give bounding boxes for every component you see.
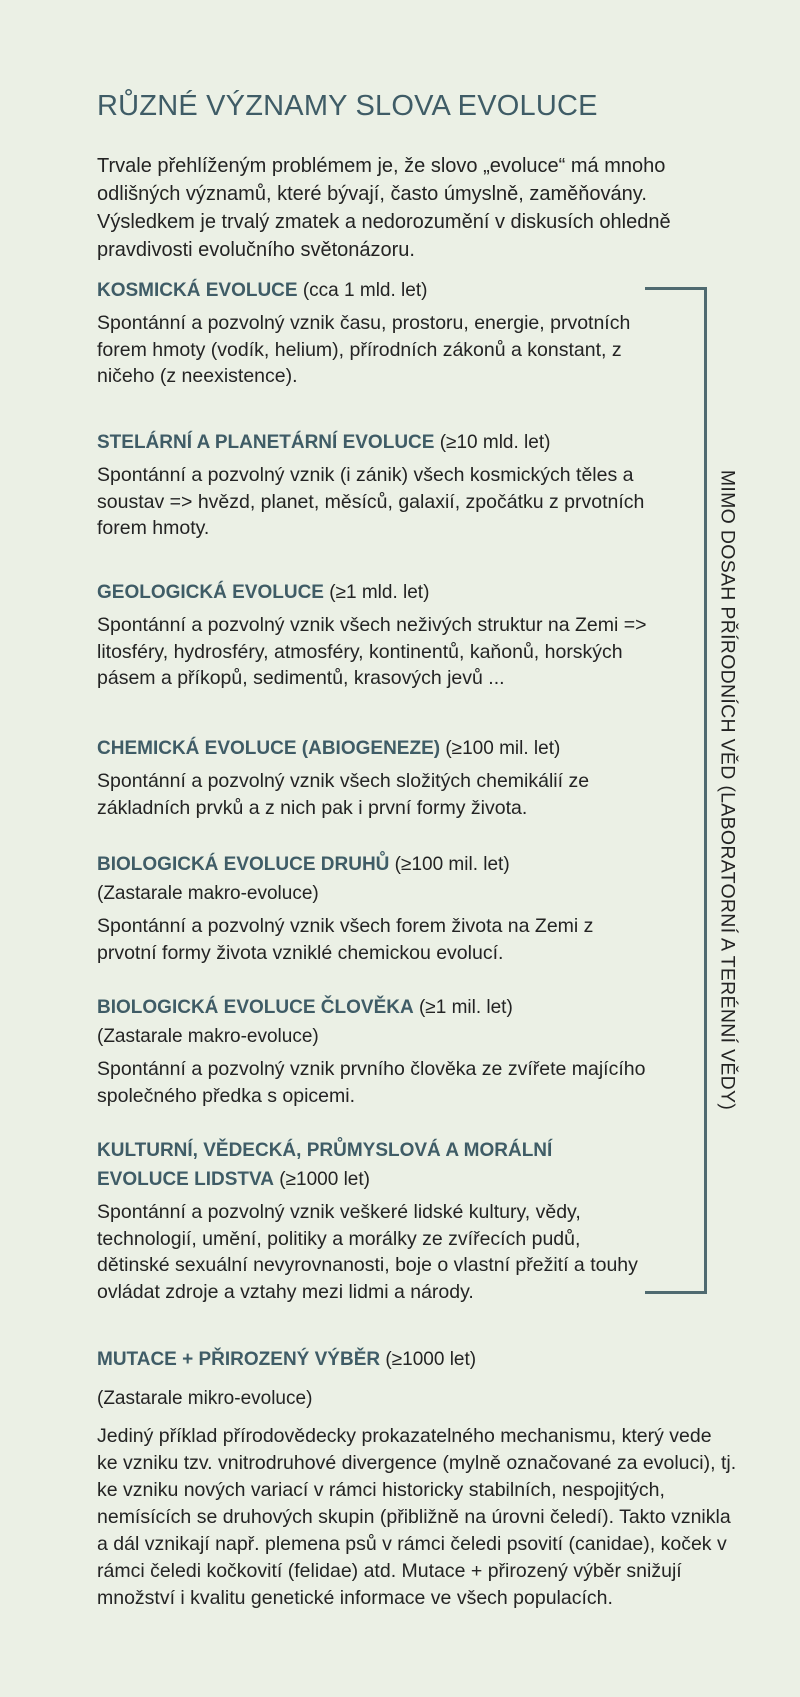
section-heading: MUTACE + PŘIROZENÝ VÝBĚR — [97, 1349, 381, 1370]
section-cultural-evolution — [97, 1136, 638, 1305]
section-species-evolution — [97, 850, 657, 966]
section-body: Spontánní a pozvolný vznik prvního člověka ze zvířete majícího společného předka s opicemi. — [97, 1058, 646, 1107]
section-heading: KULTURNÍ, VĚDECKÁ, PRŮMYSLOVÁ A MORÁLNÍ EVOLUCE LIDSTVA — [97, 1140, 553, 1190]
bracket-label: MIMO DOSAH PŘÍRODNÍCH VĚD (LABORATORNÍ A TERÉNNÍ VĚDY) — [716, 469, 739, 1111]
section-subtitle: (Zastarale makro-evoluce) — [97, 1026, 319, 1047]
section-body: Spontánní a pozvolný vznik všech forem života na Zemi z prvotní formy života vzniklé chemickou evolucí. — [97, 915, 594, 964]
section-heading: CHEMICKÁ EVOLUCE (ABIOGENEZE) — [97, 738, 441, 759]
section-cosmic-evolution — [97, 276, 657, 390]
section-time: (≥1000 let) — [274, 1169, 370, 1190]
section-time: (≥100 mil. let) — [440, 738, 561, 759]
section-time: (≥1 mil. let) — [413, 997, 513, 1018]
section-body: Jediný příklad přírodovědecky prokazatelného mechanismu, který vede ke vzniku tzv. vnitrodruhové divergence (mylně označované za evoluci), tj. ke vzniku nových variací v rámci historicky stabilních, nespojitých, nemísících se druhových skupin (přibližně na úrovni čeledí). Takto vznikla a dál vznikají např. plemena psů v rámci čeledi psovití (canidae), koček v rámci čeledi kočkovití (felidae) atd. Mutace + přirozený výběr snižují množství i kvalitu genetické informace ve všech populacích. — [97, 1425, 737, 1609]
section-time: (≥100 mil. let) — [389, 854, 510, 875]
section-mutation-selection — [97, 1345, 737, 1612]
section-body: Spontánní a pozvolný vznik všech neživých struktur na Zemi => litosféry, hydrosféry, atmosféry, kontinentů, kaňonů, horských pásem a příkopů, sedimentů, krasových jevů ... — [97, 614, 647, 689]
section-heading: GEOLOGICKÁ EVOLUCE — [97, 582, 324, 603]
section-heading: BIOLOGICKÁ EVOLUCE ČLOVĚKA — [97, 997, 414, 1018]
section-heading: STELÁRNÍ A PLANETÁRNÍ EVOLUCE — [97, 432, 435, 453]
section-subtitle: (Zastarale mikro-evoluce) — [97, 1388, 313, 1409]
section-body: Spontánní a pozvolný vznik (i zánik) všech kosmických těles a soustav => hvězd, planet, měsíců, galaxií, zpočátku z prvotních forem hmoty. — [97, 464, 645, 539]
section-subtitle: (Zastarale makro-evoluce) — [97, 883, 319, 904]
section-body: Spontánní a pozvolný vznik času, prostoru, energie, prvotních forem hmoty (vodík, helium), přírodních zákonů a konstant, z ničeho (z neexistence). — [97, 312, 631, 387]
bracket-divider — [645, 287, 707, 1294]
section-stellar-evolution — [97, 428, 657, 542]
section-body: Spontánní a pozvolný vznik veškeré lidské kultury, vědy, technologií, umění, politiky a morálky ze zvířecích pudů, dětinské sexuální nevyrovnanosti, boje o vlastní přežití a touhy ovládat zdroje a vztahy mezi lidmi a národy. — [97, 1201, 638, 1303]
section-body: Spontánní a pozvolný vznik všech složitých chemikálií ze základních prvků a z nich pak i první formy života. — [97, 770, 590, 819]
section-time: (≥1 mld. let) — [323, 582, 430, 603]
section-time: (≥10 mld. let) — [434, 432, 551, 453]
section-time: (cca 1 mld. let) — [297, 280, 428, 301]
section-time: (≥1000 let) — [380, 1349, 477, 1370]
section-heading: BIOLOGICKÁ EVOLUCE DRUHŮ — [97, 854, 390, 875]
section-geological-evolution — [97, 578, 657, 692]
section-human-evolution — [97, 993, 657, 1109]
intro-paragraph: Trvale přehlíženým problémem je, že slovo „evoluce“ má mnoho odlišných významů, které bývají, často úmyslně, zaměňovány. Výsledkem je trvalý zmatek a nedorozumění v diskusích ohledně pravdivosti evolučního světonázoru. — [97, 155, 671, 261]
section-heading: KOSMICKÁ EVOLUCE — [97, 280, 298, 301]
page-title: RŮZNÉ VÝZNAMY SLOVA EVOLUCE — [97, 90, 598, 122]
section-chemical-evolution — [97, 734, 657, 821]
